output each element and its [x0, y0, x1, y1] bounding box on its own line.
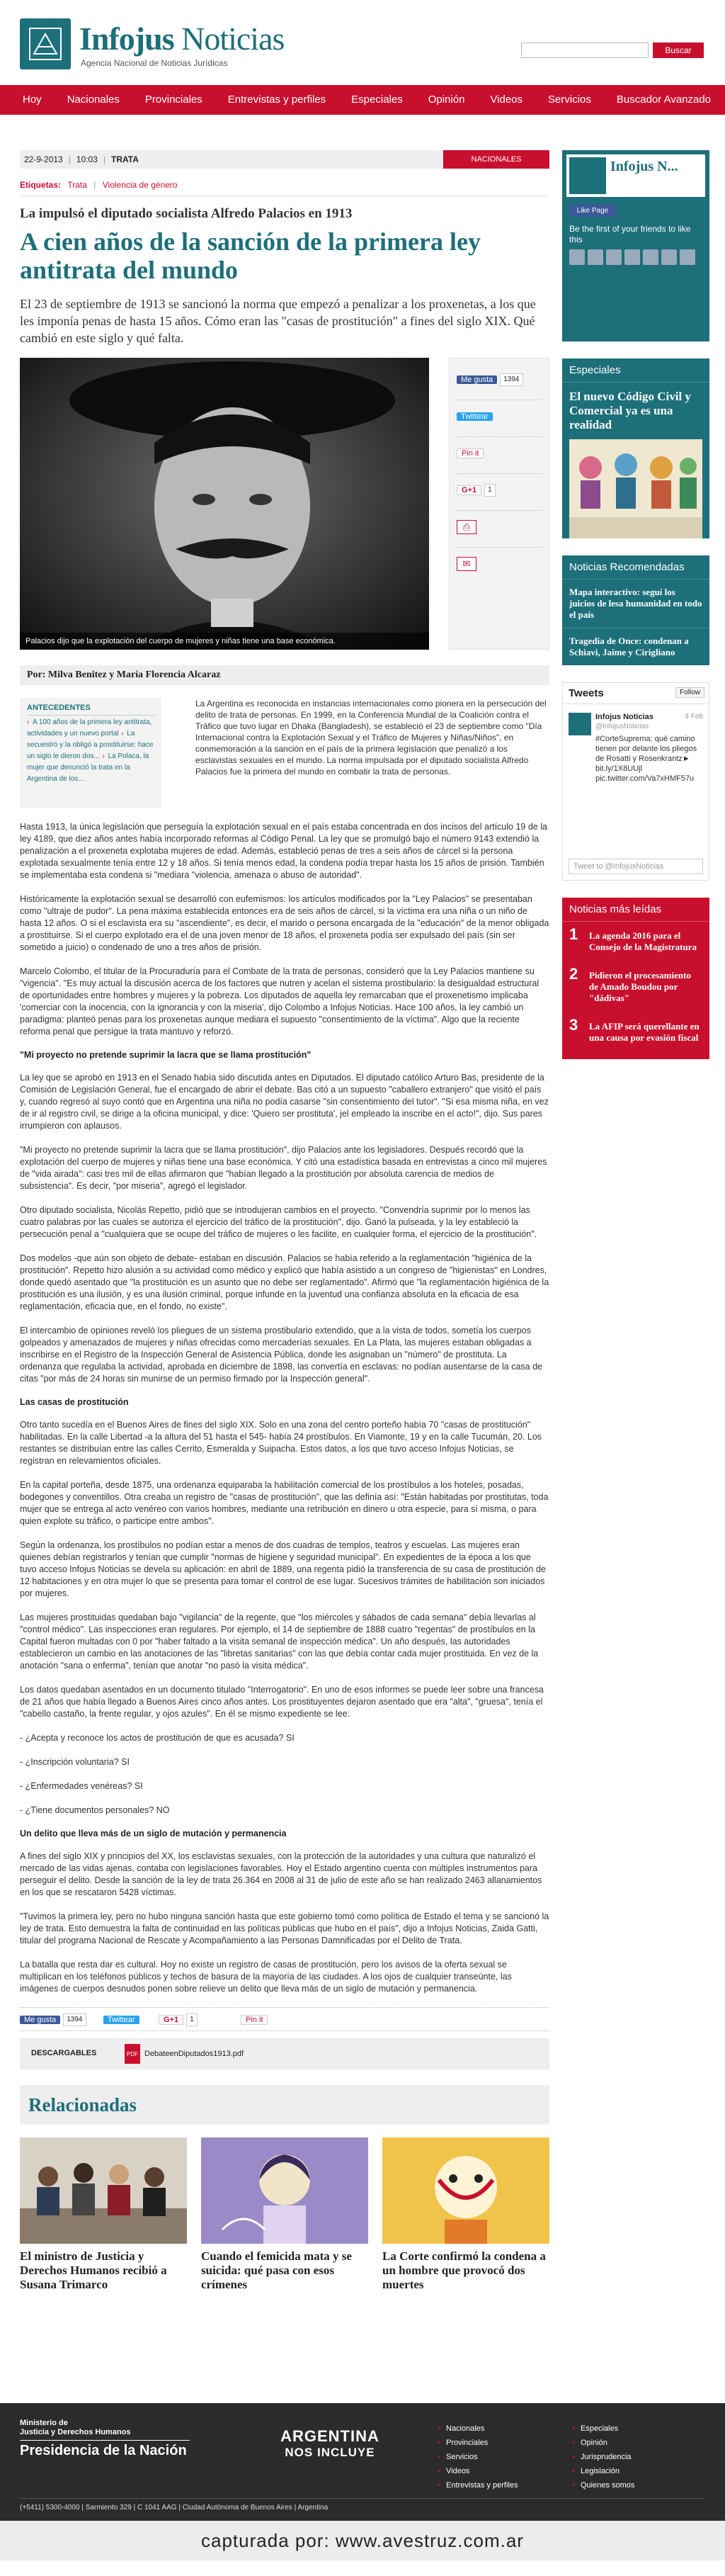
- printer-icon[interactable]: ⎙: [457, 520, 476, 534]
- ministry-logo[interactable]: [20, 2419, 190, 2459]
- article-paragraph: Históricamente la explotación sexual se desarrolló con eufemismos: los artículos modificados por la "Ley Palacios" se presentaban como "ultraje de pudor". La pena máxima establecida entonces era de seis años de cárcel, si la víctima era una niña o un niño de hasta 12 años. O si el esclavista era su "ascendiente", es decir, el marido o persona encargada de la "educación" de la menor obligada a prostituirse. Si el cuerpo explotado era el de una joven menor de 18 años, el proxeneta podía ser expulsado del país (sin ser sometido a juicio) o condenado de uno a tres años de prisión.: [20, 894, 549, 952]
- related-image: [20, 2137, 187, 2244]
- article-paragraph: Según la ordenanza, los prostíbulos no podían estar a menos de dos cuadras de templos, teatros y escuelas. Las mujeres eran quienes debían registrarlos y tenían que cumplir "normas de higiene y seguridad municipal". En expedientes de la época a los que tuvo acceso Infojus Noticias se devela su aplicación: en abril de 1889, una regenta pidió la transferencia de su casa de prostitución de 12 habitaciones y en otra mujer lo que se presenta para tomar el control de ese lugar. Sucesivos trámites de habilitación son iniciados por mujeres.: [20, 1540, 546, 1598]
- footer-link[interactable]: • Videos: [438, 2464, 518, 2478]
- nav-item-especiales[interactable]: Especiales: [351, 94, 403, 106]
- tweet-user-name[interactable]: Infojus Noticias: [595, 713, 653, 721]
- print-group: [457, 520, 476, 534]
- avatar[interactable]: [643, 249, 658, 265]
- sidebar: [562, 150, 709, 1059]
- twitter-widget-title: Tweets: [563, 683, 709, 704]
- tags-label: Etiquetas:: [20, 180, 62, 190]
- category-badge[interactable]: NACIONALES: [443, 150, 549, 169]
- article-paragraph: Otro tanto sucedía en el Buenos Aires de fines del siglo XIX. Solo en una zona del centro porteño había 70 "casas de prostitución" habilitadas. En la calle Libertad -a la altura del 51 hasta el 545- había 24 prostíbulos. En Viamonte, 19 y en la calle Tucumán, 20. Los restantes se distribuían entre las calles Cerrito, Esmeralda y Suipacha. Estos datos, a los que tuvo acceso Infojus Noticias, se registran en relevamientos oficiales.: [20, 1420, 542, 1466]
- ministry-line: Justicia y Derechos Humanos: [20, 2428, 131, 2436]
- related-card[interactable]: [382, 2137, 549, 2292]
- ministry-line: Presidencia de la Nación: [20, 2440, 190, 2459]
- search-button[interactable]: Buscar: [653, 43, 704, 58]
- facebook-like-group: [457, 373, 523, 387]
- google-plus-group: [457, 483, 496, 497]
- article-paragraph: Otro diputado socialista, Nicolás Repetto, pidió que se introdujeran cambios en el proyecto. "Convendría suprimir por lo menos las cuatro palabras por las cuales se autoriza el ejercicio del tráfico de la prostitución", dijo. Ganó la pulseada, y la ley estableció la persecución penal a "cualquiera que se ocupe del tráfico de mujeres o les facilite, en cualquier forma, el ejercicio de la prostitución".: [20, 1205, 537, 1239]
- tweet-body: #CorteSuprema: qué camino tienen por delante los pliegos de Rosatti y Rosenkrantz► bit.ly/1X8UUjl pic.twitter.com/Va7xHMF57u: [595, 735, 697, 783]
- share-column: [449, 358, 549, 650]
- avatar[interactable]: [661, 249, 677, 265]
- article-paragraph: En la capital porteña, desde 1875, una ordenanza equiparaba la habilitación comercial de los prostíbulos a los hoteles, posadas, bodegones y conventillos. Otra creaba un registro de "casas de prostitución", que las definía así: "Están habitadas por prostitutas, toda mujer que se entrega al acto venéreo con varios hombres, mediante una retribución en dinero u otra especie, para sí misma, o para quien explote su tráfico, o participe entre ambos".: [20, 1480, 549, 1526]
- avatar[interactable]: [588, 249, 603, 265]
- footer-link[interactable]: • Opinión: [572, 2436, 634, 2450]
- most-read-rank: 1: [569, 925, 578, 943]
- google-plus-button[interactable]: G+1: [457, 485, 481, 495]
- tweet-date: 4 Feb: [685, 713, 703, 721]
- intro-block: [20, 698, 549, 818]
- tag-separator: |: [93, 180, 96, 190]
- argentina-logo[interactable]: [259, 2427, 401, 2460]
- nos-incluye-text: NOS INCLUYE: [285, 2446, 375, 2459]
- article-paragraph: - ¿Enfermedades venéreas? SI: [20, 1781, 143, 1791]
- especiales-headline[interactable]: El nuevo Código Civil y Comercial ya es una realidad: [569, 390, 691, 431]
- site-title[interactable]: Infojus Noticias: [79, 21, 285, 57]
- facebook-page-name: Infojus N...: [610, 159, 678, 174]
- download-file-name: DebateenDiputados1913.pdf: [144, 2050, 244, 2058]
- article-body: [20, 821, 549, 1995]
- related-card-title: El ministro de Justicia y Derechos Humanos recibió a Susana Trimarco: [20, 2249, 167, 2291]
- especiales-title: Especiales: [562, 358, 709, 383]
- site-footer: [0, 2403, 725, 2560]
- antecedente-link[interactable]: › La secuestró y la obligó a prostituirse: hace un siglo le dieron dos...: [27, 730, 153, 760]
- related-card[interactable]: [20, 2137, 187, 2292]
- twitter-share-button[interactable]: Twittear: [457, 412, 493, 421]
- antecedentes-box: [20, 698, 161, 808]
- article-paragraph: Las mujeres prostituidas quedaban bajo "vigilancia" de la regente, que "los miércoles y sábados de cada semana" debía llevarlas al "control médico". Las inspecciones eran regulares. Por ejemplo, el 14 de septiembre de 1888 cuatro "regentas" de prostíbulos en la Capital fueron multadas con 0 por "haber faltado a la visita semanal de inspección médica". Un año después, las autoridades establecieron un cambio en las anotaciones de las "libretas sanitarias" con las que debía contar cada mujer prostituida. En vez de la anotación "sana o enferma", tenían que anotar "no pasó la visita médica".: [20, 1612, 539, 1671]
- site-header: [0, 0, 725, 85]
- article-paragraph: La ley que se aprobó en 1913 en el Senado había sido discutida antes en Diputados. El diputado católico Arturo Bas, presidente de la Comisión de Legislación General, fue el encargado de abrir el debate. Bas citó a un supuesto "caballero extranjero" que visitó el país y, cuando regresó al suyo contó que en Argentina una niña no podía casarse "sin consentimiento del tutor". "Si esa misma niña, en vez de ir al registro civil, se dirige a la oficina municipal, y dice: 'Quiero ser prostituta', jel empleado la inscribe en el acto!", dijo. Sus pares irrumpieron con aplausos.: [20, 1073, 549, 1131]
- article-subheading: "Mi proyecto no pretende suprimir la lacra que se llama prostitución": [20, 1050, 312, 1060]
- twitter-share-button[interactable]: Twittear: [103, 2016, 139, 2024]
- mail-group: [457, 557, 476, 571]
- most-read-rank: 2: [569, 965, 578, 983]
- footer-address: (+5411) 5300-4000 | Sarmiento 329 | C 1041 AAG | Ciudad Autónoma de Buenos Aires | Argentina: [20, 2504, 329, 2512]
- portrait-photo-placeholder: [20, 358, 429, 650]
- illustration-placeholder: [382, 2137, 549, 2244]
- related-card[interactable]: [201, 2137, 368, 2292]
- facebook-page-logo: [569, 157, 606, 194]
- article-paragraph: "Mi proyecto no pretende suprimir la lacra que se llama prostitución", dijo Palacios ante los legisladores. Después recordó que la explotación del cuerpo de mujeres y niñas tiene una base económica. Y citó una estadística basada en entrevistas a cinco mil mujeres de "vida airada": casi tres mil de ellas afirmaron que "habían llegado a la prostitución por absoluta carencia de medios de subsistencia". Es decir, "por miseria", agregó el legislador.: [20, 1145, 547, 1191]
- footer-link[interactable]: • Entrevistas y perfiles: [438, 2478, 518, 2492]
- especiales-section: [562, 358, 709, 538]
- antecedentes-title: ANTECEDENTES: [27, 704, 154, 716]
- avatar[interactable]: [624, 249, 640, 265]
- twitter-group: [457, 409, 493, 424]
- footer-links-col-1: [438, 2422, 518, 2492]
- most-read-item[interactable]: [562, 922, 709, 961]
- nav-item-provinciales[interactable]: Provinciales: [144, 94, 202, 106]
- meta-separator: |: [103, 154, 105, 164]
- most-read-section: [562, 898, 709, 1059]
- photo-caption: Palacios dijo que la explotación del cuerpo de mujeres y niñas tiene una base económica.: [20, 633, 429, 650]
- avatar[interactable]: [606, 249, 622, 265]
- related-title: Relacionadas: [20, 2085, 549, 2125]
- nav-item-servicios[interactable]: Servicios: [548, 94, 591, 106]
- infojus-logo[interactable]: [20, 18, 71, 69]
- article-paragraph: El intercambio de opiniones reveló los pliegues de un sistema prostibulario extendido, que a la vista de todos, sometía los cuerpos golpeados y amenazados de mujeres y niñas ofrecidas como mercaderías sexuales. En La Plata, las mujeres estaban obligadas a inscribirse en el Registro de la Inspección General de Asistencia Pública, donde les asignaban un "número" de prostituta. La ordenanza que regulaba la actividad, aprobada en diciembre de 1898, las convertía en esclavas: no podían ausentarse de la casa de citas "por más de 24 horas sin munirse de un permiso firmado por la Inspección general".: [20, 1326, 543, 1384]
- google-plus-group: [159, 2013, 198, 2027]
- mail-icon[interactable]: ✉: [457, 557, 476, 571]
- footer-link[interactable]: • Provinciales: [438, 2436, 518, 2450]
- recomendadas-title: Noticias Recomendadas: [562, 555, 709, 580]
- tag-link[interactable]: Trata: [67, 180, 87, 190]
- recommended-link[interactable]: Tragedia de Once: condenan a Schiavi, Jaime y Cirigliano: [562, 628, 709, 665]
- article-paragraph: A fines del siglo XIX y principios del XX, los esclavistas sexuales, con la protección de la autoridades y una cultura que naturalizó el mercado de las vidas ajenas, contaba con legislaciones favorables. Hoy el Estado argentino cuenta con múltiples instrumentos para perseguir el delito. Desde la sanción de la ley de trata 26.364 en 2008 al 31 de julio de este año se han realizado 2463 allanamientos en los que se rescataron 5428 víctimas.: [20, 1851, 542, 1897]
- footer-link[interactable]: • Nacionales: [438, 2422, 518, 2436]
- article-kicker: La impulsó el diputado socialista Alfredo Palacios en 1913: [20, 206, 353, 221]
- facebook-widget-text: Be the first of your friends to like this: [569, 224, 691, 244]
- tweet-user-handle[interactable]: @InfojusNoticias: [595, 723, 649, 730]
- footer-links-col-2: [572, 2422, 634, 2492]
- meta-separator: |: [68, 154, 71, 164]
- pdf-file-icon: PDF: [125, 2044, 140, 2064]
- most-read-title-text: La AFIP será querellante en una causa por evasión fiscal: [589, 1021, 700, 1043]
- most-read-title-text: La agenda 2016 para el Consejo de la Magistratura: [589, 930, 697, 952]
- footer-link[interactable]: • Jurisprudencia: [572, 2450, 634, 2464]
- antecedente-link[interactable]: › A 100 años de la primera ley antitrata, actividades y un nuevo portal: [27, 718, 152, 738]
- article-paragraph: Dos modelos -que aún son objeto de debate- estaban en discusión. Palacios se había referido a la reglamentación "higiénica de la prostitución". Repetto hizo alusión a su actividad como médico y explicó que había asistido a un congreso de "higienistas" en Londres, donde quedó asentado que "la prostitución es un asunto que no debe ser reglamentado". Afirmó que "la reglamentación higiénica de la prostitución es una ilusión, y es una ilusión criminal, porque infunde en la juventud una confianza absoluta en la eficacia de esa reglamentación, eficacia que, en el fondo, no existe".: [20, 1253, 549, 1311]
- share-divider: [457, 510, 542, 511]
- related-image: [382, 2137, 549, 2244]
- meta-bar: [20, 150, 549, 169]
- nav-item-hoy[interactable]: Hoy: [23, 94, 42, 106]
- article-authors: Por: Milva Benitez y María Florencia Alcaraz: [20, 665, 549, 685]
- pinterest-group: [241, 2013, 268, 2027]
- nav-item-nacionales[interactable]: Nacionales: [67, 94, 120, 106]
- especiales-illustration[interactable]: [569, 439, 702, 538]
- avatar[interactable]: [569, 249, 585, 265]
- article-paragraph: Marcelo Colombo, el titular de la Procuraduría para el Combate de la trata de personas, consideró que la Ley Palacios mantiene su "vigencia". "Es muy actual la discusión acerca de los factores que nutren y acelan el sistema prostibulario: la desigualdad estructural de oportunidades entre hombres y mujeres y la pobreza. Los diputados de aquella ley remarcaban que el proxenetismo implicaba 'comerciar con la inocencia, con la ignorancia y con la miseria', dijo Colombo a Infojus Noticias. Hace 100 años, la ley cambió un paradigma: planteó penas para los proxenetas aunque mediara el supuesto "consentimiento de la víctima". Algo que la reciente reforma penal que persigue la trata mantuvo y reforzó.: [20, 966, 540, 1036]
- site-subtitle: Agencia Nacional de Noticias Jurídicas: [81, 58, 228, 68]
- article-section[interactable]: TRATA: [111, 154, 139, 164]
- facebook-like-button[interactable]: Me gusta: [457, 375, 497, 384]
- tag-link[interactable]: Violencia de género: [102, 180, 178, 190]
- nav-item-entrevistas[interactable]: Entrevistas y perfiles: [227, 94, 326, 106]
- article-subheading: Las casas de prostitución: [20, 1397, 129, 1407]
- google-plus-count: 1: [484, 484, 496, 497]
- download-file-link[interactable]: [125, 2044, 244, 2064]
- capture-credit: capturada por: www.avestruz.com.ar: [201, 2529, 524, 2551]
- facebook-like-button[interactable]: Me gusta: [20, 2016, 60, 2024]
- avatar[interactable]: [569, 713, 591, 735]
- article-date: 22-9-2013: [24, 154, 63, 164]
- related-card-title: Cuando el femicida mata y se suicida: qué pasa con esos crímenes: [201, 2249, 352, 2291]
- most-read-title: Noticias más leídas: [562, 898, 709, 922]
- illustration-placeholder: [569, 439, 702, 538]
- facebook-like-page-button[interactable]: Like Page: [569, 204, 616, 217]
- photo-block: [20, 358, 549, 662]
- article-paragraph: "Tuvimos la primera ley, pero no hubo ninguna sanción hasta que este gobierno tomó como política de Estado el tema y se sancionó la ley de trata. Esto demuestra la falta de continuidad en las políticas públicas que hubo en el país", dijo a Infojus Noticias, Zaida Gatti, titular del programa Nacional de Rescate y Acompañamiento a las Personas Damnificadas por el Delito de Trata.: [20, 1911, 549, 1945]
- facebook-page-header[interactable]: [566, 154, 705, 197]
- article-lead: El 23 de septiembre de 1913 se sancionó la norma que empezó a penalizar a los proxenetas, a los que les imponía penas de hasta 15 años. Cómo eran las "casas de prostitución" a fines del siglo XIX. Qué cambió en este siglo y qué falta.: [20, 297, 536, 345]
- article-paragraph: - ¿Inscripción voluntaria? SI: [20, 1757, 130, 1767]
- article-time: 10:03: [76, 154, 98, 164]
- article-paragraph: Los datos quedaban asentados en un documento titulado "Interrogatorio". En uno de esos informes se puede leer sobre una francesa de 21 años que había llegado a Buenos Aires cinco años antes. Los prostituyentes dejaron asentado que era "alta", "gruesa", tenía el "cabello castaño, la frente regular, y ojos azules". En él se mismo expediente se lee:: [20, 1685, 544, 1719]
- article-headline: A cien años de la sanción de la primera ley antitrata del mundo: [20, 227, 481, 284]
- nav-item-videos[interactable]: Videos: [490, 94, 523, 106]
- recomendadas-section: [562, 555, 709, 665]
- share-divider: [457, 436, 542, 437]
- pinterest-group: [457, 446, 484, 461]
- logo-emblem-icon: [27, 26, 64, 62]
- capture-credit-bar: [0, 2521, 725, 2560]
- related-card-title: La Corte confirmó la condena a un hombre que provocó dos muertes: [382, 2249, 546, 2291]
- recommended-link[interactable]: Mapa interactivo: seguí los juicios de lesa humanidad en todo el país: [569, 587, 702, 620]
- footer-link[interactable]: • Legislación: [572, 2464, 634, 2478]
- google-plus-count: 1: [186, 2013, 198, 2026]
- tweet-to-input[interactable]: Tweet to @InfojusNoticias: [569, 859, 703, 874]
- bottom-share-bar: [20, 2007, 549, 2031]
- article: [20, 150, 549, 2315]
- nav-item-buscador-avanzado[interactable]: Buscador Avanzado: [616, 94, 712, 106]
- pinterest-button[interactable]: Pin it: [457, 448, 484, 458]
- tags-row: [20, 180, 549, 196]
- article-photo[interactable]: [20, 358, 429, 650]
- share-divider: [457, 547, 542, 548]
- related-grid: [20, 2137, 549, 2315]
- share-divider: [457, 473, 542, 474]
- most-read-item[interactable]: [562, 961, 709, 1012]
- footer-link[interactable]: • Servicios: [438, 2450, 518, 2464]
- article-paragraph: - ¿Acepta y reconoce los actos de prostitución de que es acusada? SI: [20, 1733, 295, 1743]
- article-paragraph: - ¿Tiene documentos personales? NO: [20, 1805, 170, 1815]
- most-read-item[interactable]: [562, 1012, 709, 1052]
- pinterest-button[interactable]: Pin it: [241, 2015, 268, 2025]
- article-paragraph: La batalla que resta dar es cultural. Hoy no existe un registro de casas de prostitución, pero los avisos de la oferta sexual se multiplican en los teléfonos públicos y techos de basura de la mayoría de las ciudades. A los ojos de cualquier transeúnte, las imágenes de cuerpos desnudos ponen sobre relieve un delito que lleva más de un siglo de mutación y permanencia.: [20, 1960, 512, 1994]
- twitter-follow-button[interactable]: Follow: [675, 687, 704, 698]
- article-subheading: Un delito que lleva más de un siglo de mutación y permanencia: [20, 1829, 287, 1838]
- meeting-photo-placeholder: [20, 2137, 187, 2244]
- twitter-widget: [562, 682, 709, 881]
- google-plus-button[interactable]: G+1: [159, 2015, 183, 2025]
- illustration-placeholder: [201, 2137, 368, 2244]
- footer-link[interactable]: • Especiales: [572, 2422, 634, 2436]
- downloads-box: [20, 2038, 549, 2069]
- facebook-like-group: [20, 2013, 86, 2027]
- article-intro: La Argentina es reconocida en instancias internacionales como pionera en la persecución del delito de trata de personas. En 1999, en la Conferencia Mundial de la Coalición contra el Tráfico que tuvo lugar en Dhaka (Bangladesh), se estableció el 23 de septiembre como "Día Internacional contra la Explotación Sexual y el Tráfico de Mujeres y Niñas/Niños", en conmemoración a la sanción en el país de la primera legislación que penalizó a los esclavistas sexuales en el mundo. La norma impulsada por el diputado socialista Alfredo Palacios fue la primera del mundo en combatir la trata de personas.: [195, 699, 547, 776]
- twitter-group: [103, 2013, 139, 2027]
- downloads-label: DESCARGABLES: [31, 2049, 97, 2057]
- page-content: [0, 115, 725, 2403]
- ministry-line: Ministerio de: [20, 2419, 68, 2427]
- facebook-like-count: 1394: [500, 373, 523, 386]
- article-paragraph: Hasta 1913, la única legislación que perseguía la explotación sexual en el país estaba concentrada en dos incisos del artículo 19 de la ley 4189, que diez años antes había incorporado reformas al Código Penal. La ley que se promulgó bajo el número 9143 extendió la penalización a el proxeneta explotaba mujeres de edad. Además, estableció penas de tres a seis años de cárcel si la persona explotada sexualmente tenía entre 12 y 18 años. Si tenía menos edad, la condena podía trepar hasta los 15 años de prisión. También se implementaba esta condena si "mediara "violencia, amenaza o abuso de autoridad".: [20, 822, 547, 880]
- search-input[interactable]: [521, 43, 649, 58]
- avatar[interactable]: [680, 249, 695, 265]
- footer-link[interactable]: • Quienes somos: [572, 2478, 634, 2492]
- most-read-title-text: Pidieron el procesamiento de Amado Boudou por "dádivas": [589, 970, 691, 1003]
- most-read-rank: 3: [569, 1016, 578, 1034]
- main-nav: [0, 85, 725, 115]
- antecedente-link[interactable]: › La Polaca, la mujer que denunció la trata en la Argentina de los...: [27, 752, 149, 783]
- related-image: [201, 2137, 368, 2244]
- nav-item-opinion[interactable]: Opinión: [428, 94, 465, 106]
- facebook-page-widget: [562, 150, 709, 341]
- argentina-text: ARGENTINA: [280, 2427, 379, 2445]
- facebook-like-count: 1394: [63, 2013, 86, 2026]
- footer-divider: [20, 2498, 705, 2499]
- facebook-faces: [569, 249, 704, 265]
